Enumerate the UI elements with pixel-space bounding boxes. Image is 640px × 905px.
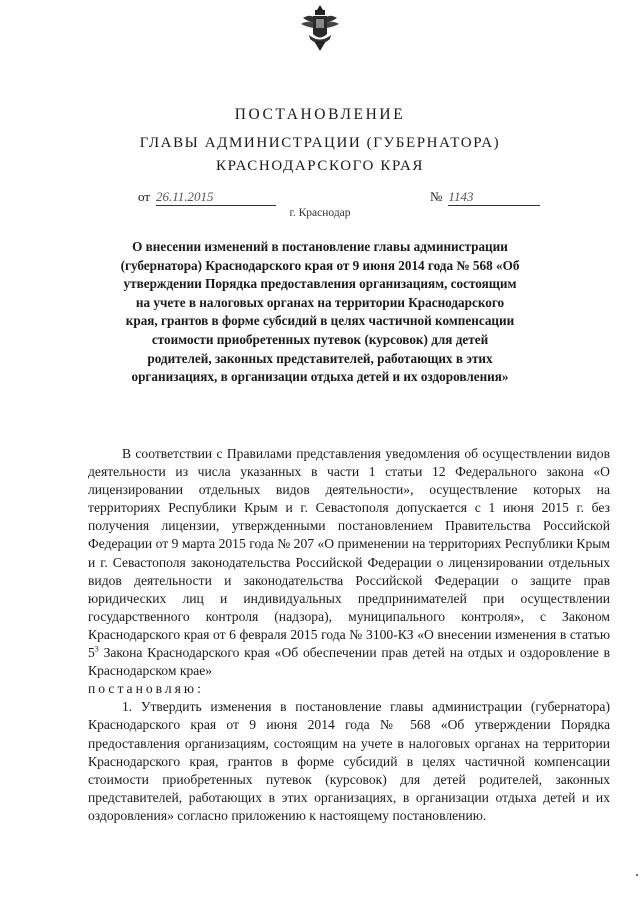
paragraph-preamble [88,445,610,680]
paragraph-resolve [88,680,610,698]
article-superscript: 3 [94,644,99,654]
issuer-heading-line-1: ГЛАВЫ АДМИНИСТРАЦИИ (ГУБЕРНАТОРА) [139,135,501,151]
preamble-text-a: В соответствии с Правилами представления уведомления об осуществлении видов деятельности из числа указанных в части 1 статьи 12 Федерального закона «О лицензировании отдельных видов деятельности», осуществление которых на территориях Республики Крым и г. Севастополя допускается с 1 июня 2015 г. без получения лицензии, утвержденными постановлением Правительства Российской Федерации от 9 марта 2015 года № 207 «О применении на территориях Республики Крым и г. Севастополя законодательства Российской Федерации о лицензировании отдельных видов деятельности и законодательства Российской Федерации о защите прав юридических лиц и индивидуальных предпринимателей при осуществлении государственного контроля (надзора), муниципального контроля», с Законом Краснодарского края от 6 февраля 2015 года № 3100-КЗ «О внесении изменения в статью 5 [88,446,610,661]
date-field [138,189,276,206]
document-type-heading: ПОСТАНОВЛЕНИЕ [234,106,406,123]
document-body [88,445,610,825]
document-title: О внесении изменений в постановление главы администрации (губернатора) Краснодарского края от 9 июня 2014 года № 568 «Об утверждении Порядка предоставления организациям, состоящим на учете в налоговых органах на территории Краснодарского края, грантов в форме субсидий в целях частичной компенсации стоимости приобретенных путевок (курсовок) для детей родителей, законных представителей, работающих в этих организациях, в организации отдыха детей и их оздоровления» [120,239,520,385]
coat-of-arms-icon [300,4,340,52]
issuer-heading-line-2: КРАСНОДАРСКОГО КРАЯ [215,158,425,174]
number-label: № [430,189,443,204]
preamble-text-b: Закона Краснодарского края «Об обеспечении прав детей на отдых и оздоровление в Краснодарском крае» [88,645,610,679]
number-field [430,189,540,206]
date-value: 26.11.2015 [156,191,276,206]
number-value: 1143 [448,191,540,206]
resolve-word: постановляю: [88,681,204,697]
scan-speck [636,874,638,876]
date-label: от [138,189,151,204]
city-label: г. Краснодар [289,207,351,219]
paragraph-item-1: 1. Утвердить изменения в постановление главы администрации (губернатора) Краснодарского края от 9 июня 2014 года № 568 «Об утверждении Порядка предоставления организациям, состоящим на учете в налоговых органах на территории Краснодарского края, грантов в форме субсидий в целях частичной компенсации стоимости приобретенных путевок (курсовок) для детей родителей, законных представителей, работающих в этих организациях, в организации отдыха детей и их оздоровления» согласно приложению к настоящему постановлению. [88,699,610,823]
